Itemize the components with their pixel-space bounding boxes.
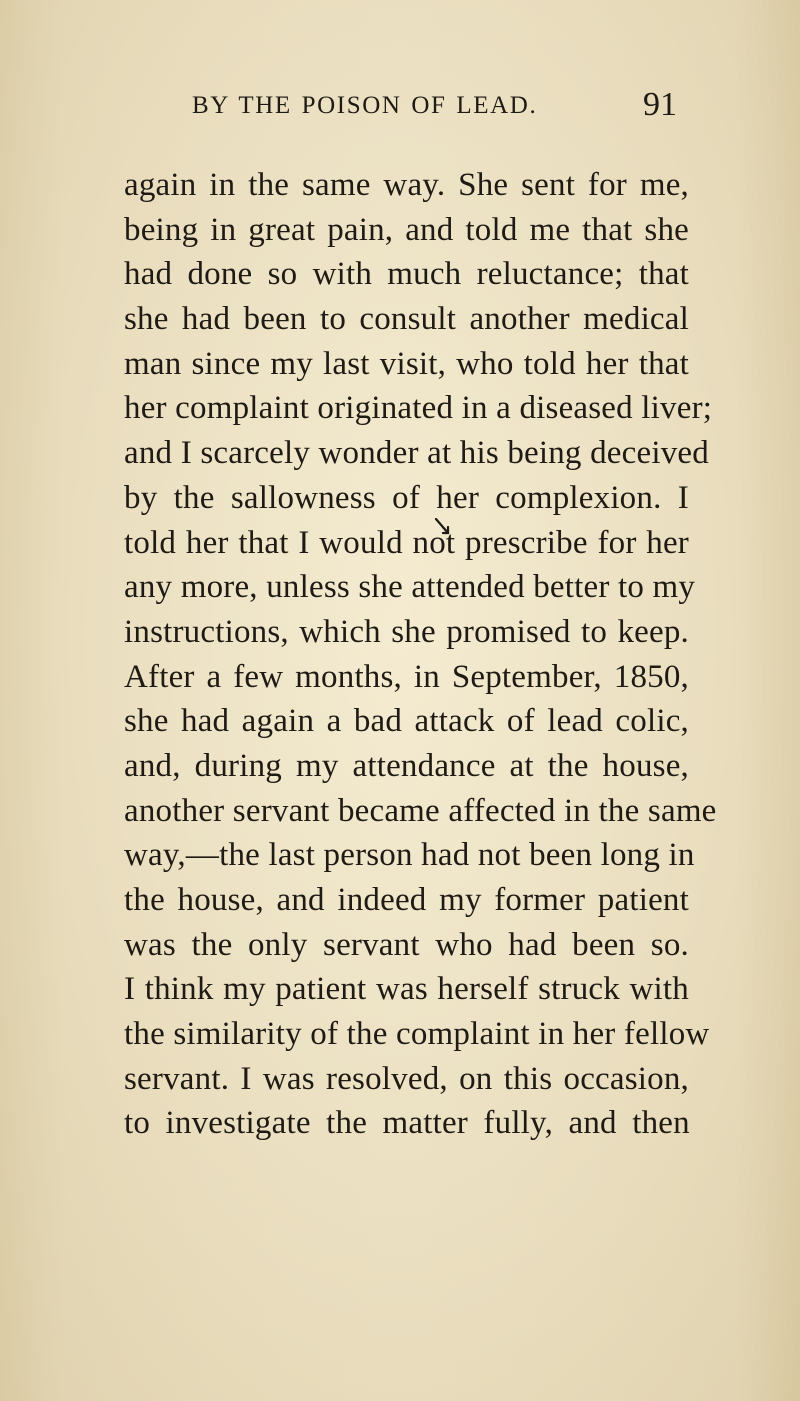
text-line: I think my patient was herself struck with [124, 971, 689, 1008]
text-line: the house, and indeed my former patient [124, 882, 689, 918]
text-line: had done so with much reluctance; that [124, 256, 689, 293]
text-line: instructions, which she promised to keep. [124, 613, 689, 650]
ink-mark-icon [434, 518, 452, 536]
text-line: way,—the last person had not been long in [124, 837, 695, 874]
text-line: again in the same way. She sent for me, [124, 167, 689, 203]
text-line: being in great pain, and told me that she [124, 211, 689, 248]
text-line: man since my last visit, who told her that [124, 345, 689, 382]
page-number: 91 [643, 86, 677, 123]
text-line: servant. I was resolved, on this occasion, [124, 1060, 689, 1097]
text-line: was the only servant who had been so. [124, 926, 689, 963]
text-line: by the sallowness of her complexion. I [124, 479, 689, 516]
text-line: After a few months, in September, 1850, [124, 658, 689, 695]
body-text [124, 163, 717, 1146]
text-line: and I scarcely wonder at his being deceived [124, 435, 709, 472]
text-line: to investigate the matter fully, and then [124, 1105, 690, 1142]
text-line: any more, unless she attended better to my [124, 569, 696, 606]
text-line: her complaint originated in a diseased liver; [124, 390, 713, 427]
text-line: told her that I would not prescribe for her [124, 524, 689, 561]
running-head-title: BY THE POISON OF LEAD. [192, 92, 538, 119]
running-head [0, 86, 800, 126]
text-line: and, during my attendance at the house, [124, 747, 689, 784]
text-line: the similarity of the complaint in her fellow [124, 1016, 710, 1053]
text-line: she had been to consult another medical [124, 301, 689, 338]
text-line: another servant became affected in the same [124, 792, 717, 829]
text-line: she had again a bad attack of lead colic, [124, 703, 689, 740]
